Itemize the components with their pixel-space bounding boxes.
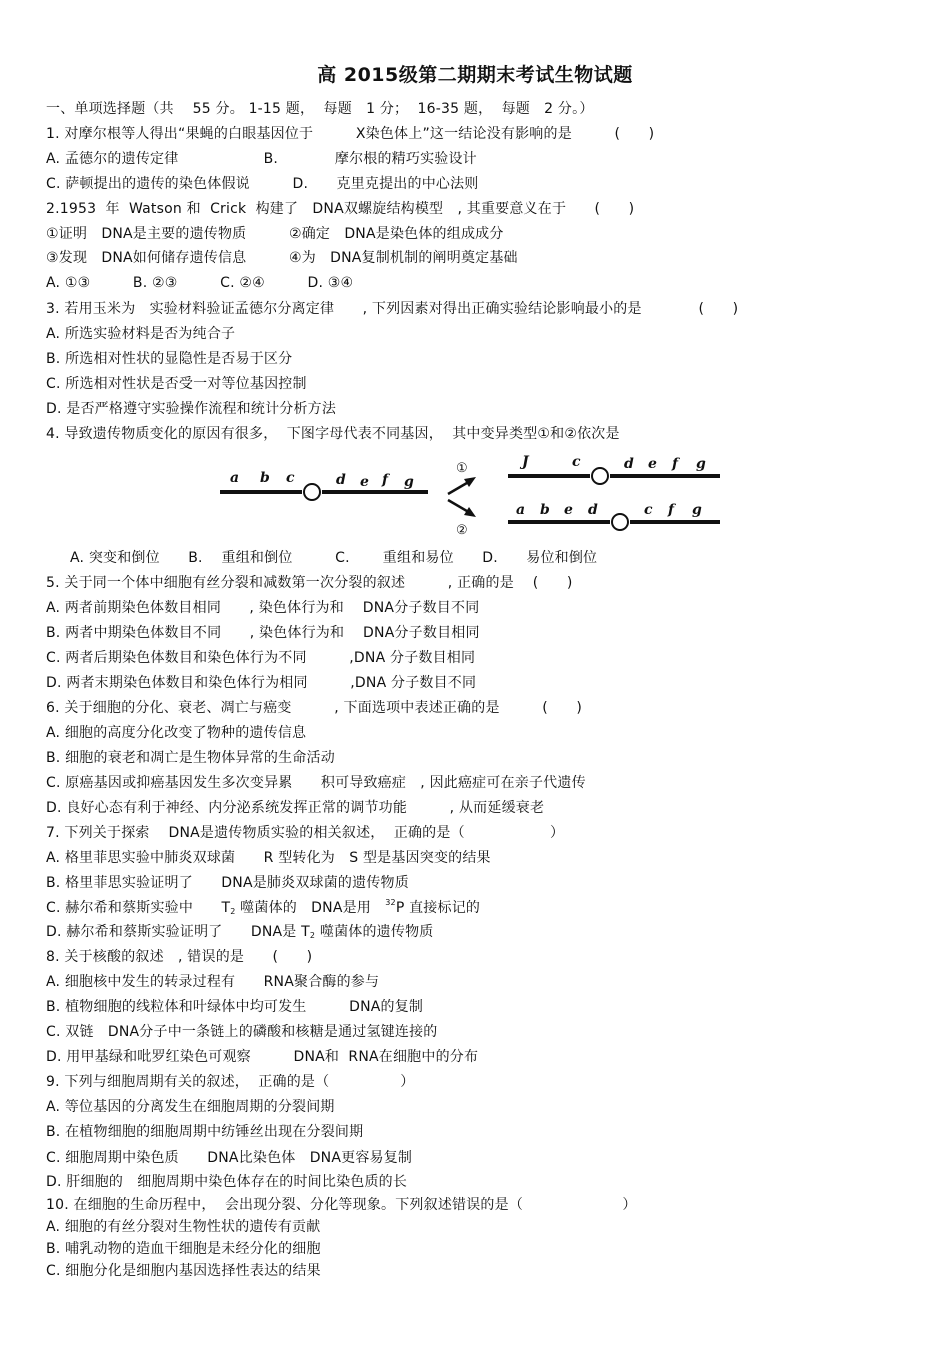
- question-7-option-a: A. 格里菲思实验中肺炎双球菌 R 型转化为 S 型是基因突变的结果: [46, 850, 491, 866]
- question-6-option-d: D. 良好心态有利于神经、内分泌系统发挥正常的调节功能 , 从而延缓衰老: [46, 800, 545, 816]
- question-5-option-a: A. 两者前期染色体数目相同 , 染色体行为和 DNA分子数目不同: [46, 600, 480, 616]
- question-6-stem: 6. 关于细胞的分化、衰老、凋亡与癌变 , 下面选项中表述正确的是 ( ): [46, 700, 583, 716]
- question-7-option-d: [46, 923, 433, 941]
- gene-label: g: [696, 456, 706, 472]
- gene-label: f: [672, 456, 679, 472]
- gene-label: f: [668, 502, 675, 518]
- question-10-option-a: A. 细胞的有丝分裂对生物性状的遗传有贡献: [46, 1219, 321, 1235]
- question-1-options-cd: C. 萨顿提出的遗传的染色体假说 D. 克里克提出的中心法则: [46, 176, 479, 192]
- gene-label: b: [540, 502, 550, 518]
- q7-d-text-2: 噬菌体的遗传物质: [315, 924, 434, 940]
- q7-c-subscript: 2: [230, 907, 236, 916]
- gene-label: a: [230, 470, 240, 486]
- arrow-2-label: ②: [456, 523, 468, 538]
- arrow-1-head: [464, 477, 476, 487]
- bottom-centromere: [612, 514, 628, 530]
- question-3-option-c: C. 所选相对性状是否受一对等位基因控制: [46, 376, 307, 392]
- question-2-stem: 2.1953 年 Watson 和 Crick 构建了 DNA双螺旋结构模型 , 其重要意义在于 ( ): [46, 201, 635, 217]
- question-6-option-a: A. 细胞的高度分化改变了物种的遗传信息: [46, 725, 307, 741]
- question-7-option-c: [46, 899, 480, 917]
- question-9-option-b: B. 在植物细胞的细胞周期中纺锤丝出现在分裂间期: [46, 1124, 364, 1140]
- arrow-1-label: ①: [456, 461, 468, 476]
- question-4-options: A. 突变和倒位 B. 重组和倒位 C. 重组和易位 D. 易位和倒位: [70, 550, 598, 566]
- question-5-option-b: B. 两者中期染色体数目不同 , 染色体行为和 DNA分子数目相同: [46, 625, 480, 641]
- gene-label: c: [572, 454, 581, 470]
- question-8-option-c: C. 双链 DNA分子中一条链上的磷酸和核糖是通过氢键连接的: [46, 1024, 438, 1040]
- question-9-option-d: D. 肝细胞的 细胞周期中染色体存在的时间比染色质的长: [46, 1174, 408, 1190]
- question-8-option-a: A. 细胞核中发生的转录过程有 RNA聚合酶的参与: [46, 974, 380, 990]
- gene-label: d: [588, 502, 598, 518]
- gene-label: a: [516, 502, 526, 518]
- top-gene-labels: [519, 454, 706, 472]
- q7-c-text-2: 噬菌体的 DNA是用: [235, 900, 386, 916]
- gene-label: g: [692, 502, 702, 518]
- question-1-options-ab: A. 孟德尔的遗传定律 B. 摩尔根的精巧实验设计: [46, 151, 477, 167]
- question-5-option-c: C. 两者后期染色体数目和染色体行为不同 ,DNA 分子数目相同: [46, 650, 476, 666]
- question-3-option-a: A. 所选实验材料是否为纯合子: [46, 326, 236, 342]
- question-3-option-b: B. 所选相对性状的显隐性是否易于区分: [46, 351, 293, 367]
- question-2-statements-12: ①证明 DNA是主要的遗传物质 ②确定 DNA是染色体的组成成分: [46, 226, 504, 242]
- gene-label: e: [648, 456, 657, 472]
- gene-label: d: [336, 472, 346, 488]
- gene-label: b: [260, 470, 270, 486]
- question-1-stem: 1. 对摩尔根等人得出“果蝇的白眼基因位于 X染色体上”这一结论没有影响的是 ( ): [46, 126, 655, 142]
- page-title: 高 2015级第二期期末考试生物试题: [317, 64, 633, 86]
- q7-c-text-1: C. 赫尔希和蔡斯实验中 T: [46, 900, 231, 916]
- question-9-option-a: A. 等位基因的分离发生在细胞周期的分裂间期: [46, 1099, 335, 1115]
- question-8-option-d: D. 用甲基绿和吡罗红染色可观察 DNA和 RNA在细胞中的分布: [46, 1049, 479, 1065]
- question-9-stem: 9. 下列与细胞周期有关的叙述， 正确的是（ ）: [46, 1074, 415, 1090]
- left-gene-labels: [230, 470, 414, 490]
- chromosome-variation-figure: [210, 448, 740, 548]
- gene-label: e: [360, 474, 369, 490]
- question-7-stem: 7. 下列关于探索 DNA是遗传物质实验的相关叙述， 正确的是（ ）: [46, 825, 565, 841]
- question-4-stem: 4. 导致遗传物质变化的原因有很多， 下图字母代表不同基因， 其中变异类型①和②依次是: [46, 426, 620, 442]
- question-7-option-b: B. 格里菲思实验证明了 DNA是肺炎双球菌的遗传物质: [46, 875, 409, 891]
- question-2-statements-34: ③发现 DNA如何储存遗传信息 ④为 DNA复制机制的阐明奠定基础: [46, 250, 518, 266]
- q7-d-text-1: D. 赫尔希和蔡斯实验证明了 DNA是 T: [46, 924, 310, 940]
- question-6-option-b: B. 细胞的衰老和凋亡是生物体异常的生命活动: [46, 750, 335, 766]
- question-8-option-b: B. 植物细胞的线粒体和叶绿体中均可发生 DNA的复制: [46, 999, 424, 1015]
- gene-label: J: [522, 454, 529, 470]
- gene-label: g: [404, 474, 414, 490]
- section-heading: 一、单项选择题（共 55 分。 1-15 题， 每题 1 分； 16-35 题， 每题 2 分。）: [46, 101, 594, 117]
- question-8-stem: 8. 关于核酸的叙述 , 错误的是 ( ): [46, 949, 313, 965]
- gene-label: f: [382, 472, 389, 488]
- q7-c-superscript: 32: [385, 898, 396, 907]
- question-3-option-d: D. 是否严格遵守实验操作流程和统计分析方法: [46, 401, 337, 417]
- q7-c-text-3: P 直接标记的: [395, 900, 481, 916]
- question-10-option-c: C. 细胞分化是细胞内基因选择性表达的结果: [46, 1263, 321, 1279]
- left-centromere: [304, 484, 320, 500]
- question-2-options: A. ①③ B. ②③ C. ②④ D. ③④: [46, 275, 354, 291]
- arrow-2-head: [464, 507, 476, 517]
- gene-label: c: [644, 502, 653, 518]
- question-9-option-c: C. 细胞周期中染色质 DNA比染色体 DNA更容易复制: [46, 1150, 413, 1166]
- bottom-gene-labels: [516, 502, 702, 518]
- question-10-stem: 10. 在细胞的生命历程中， 会出现分裂、分化等现象。下列叙述错误的是（ ）: [46, 1197, 637, 1213]
- question-5-stem: 5. 关于同一个体中细胞有丝分裂和减数第一次分裂的叙述 , 正确的是 ( ): [46, 575, 573, 591]
- question-6-option-c: C. 原癌基因或抑癌基因发生多次变异累 积可导致癌症 , 因此癌症可在亲子代遗传: [46, 775, 586, 791]
- q7-d-subscript: 2: [309, 931, 316, 940]
- top-centromere: [592, 468, 608, 484]
- question-5-option-d: D. 两者末期染色体数目和染色体行为相同 ,DNA 分子数目不同: [46, 675, 477, 691]
- question-10-option-b: B. 哺乳动物的造血干细胞是未经分化的细胞: [46, 1241, 321, 1257]
- question-3-stem: 3. 若用玉米为 实验材料验证孟德尔分离定律 , 下列因素对得出正确实验结论影响最小的是 ( ): [46, 301, 739, 317]
- gene-label: c: [286, 470, 295, 486]
- gene-label: d: [624, 456, 634, 472]
- gene-label: e: [564, 502, 573, 518]
